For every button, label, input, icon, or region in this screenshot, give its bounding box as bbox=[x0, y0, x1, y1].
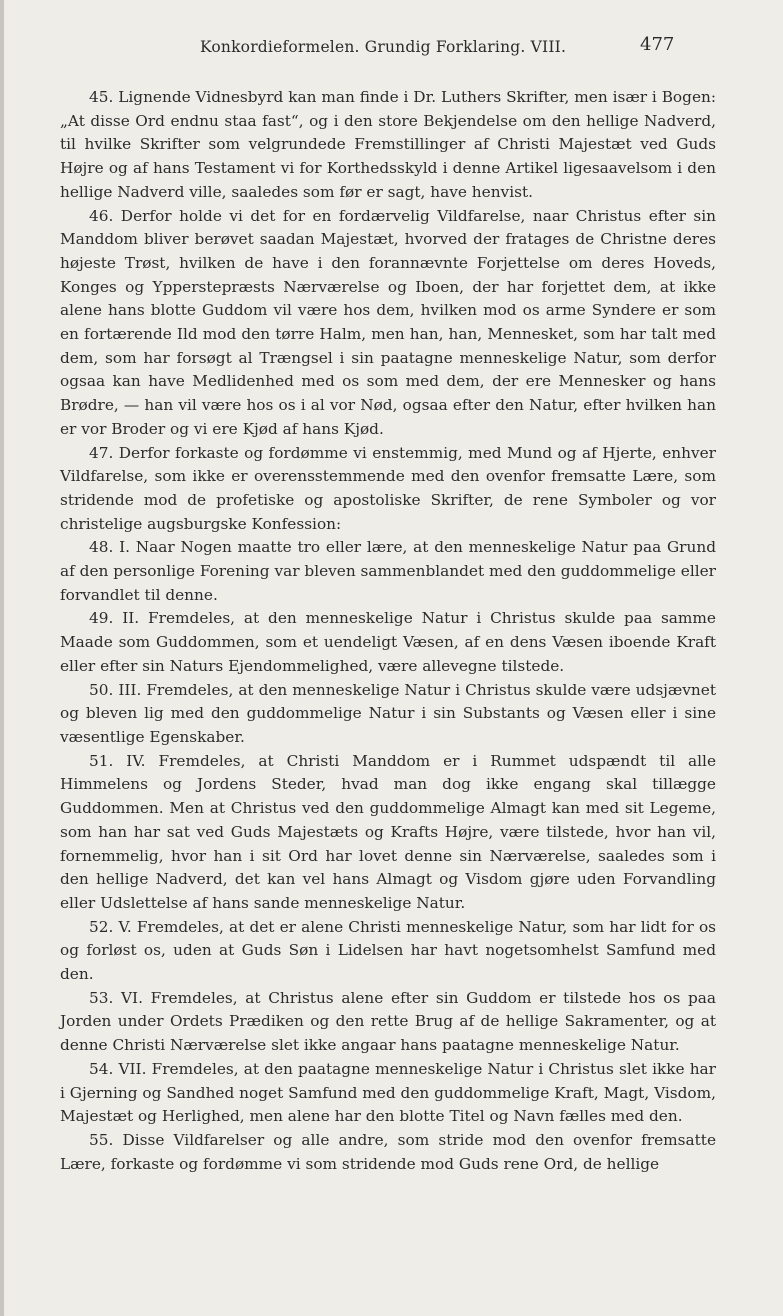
paragraph-54: 54. VII. Fremdeles, at den paatagne menneskelige Natur i Christus slet ikke har i Gjerning og Sandhed noget Samfund med den guddommelige Kraft, Magt, Visdom, Majestæt og Herlighed, men alene har den blotte Titel og Navn fælles med den. bbox=[60, 1059, 716, 1126]
paragraph-52: 52. V. Fremdeles, at det er alene Christi menneskelige Natur, som har lidt for os og forløst os, uden at Guds Søn i Lidelsen har havt nogetsomhelst Samfund med den. bbox=[60, 917, 716, 984]
paragraph-47: 47. Derfor forkaste og fordømme vi enstemmig, med Mund og af Hjerte, enhver Vildfarelse, som ikke er overensstemmende med den ovenfor fremsatte Lære, som stridende mod de profetiske og apostoliske Skrifter, de rene Symboler og vor christelige augsburgske Konfession: bbox=[60, 443, 716, 533]
paragraph-46: 46. Derfor holde vi det for en fordærvelig Vildfarelse, naar Christus efter sin Manddom bliver berøvet saadan Majestæt, hvorved der fratages de Christne deres højeste Trøst, hvilken de have i den forannævnte Forjettelse om deres Hoveds, Konges og Ypperstepræsts Nærværelse og Iboen, der har forjettet dem, at ikke alene hans blotte Guddom vil være hos dem, hvilken mod os arme Syndere er som en fortærende Ild mod den tørre Halm, men han, han, Mennesket, som har talt med dem, som har forsøgt al Trængsel i sin paatagne menneskelige Natur, som derfor ogsaa kan have Medlidenhed med os som med dem, der ere Mennesker og hans Brødre, — han vil være hos os i al vor Nød, ogsaa efter den Natur, efter hvilken han er vor Broder og vi ere Kjød af hans Kjød. bbox=[60, 206, 716, 438]
paragraph-53: 53. VI. Fremdeles, at Christus alene efter sin Guddom er tilstede hos os paa Jorden under Ordets Prædiken og den rette Brug af de hellige Sakramenter, og at denne Christi Nærværelse slet ikke angaar hans paatagne menneskelige Natur. bbox=[60, 988, 716, 1055]
paragraph-50: 50. III. Fremdeles, at den menneskelige Natur i Christus skulde være udsjævnet og bleven lig med den guddommelige Natur i sin Substants og Væsen eller i sine væsentlige Egenskaber. bbox=[60, 680, 716, 746]
paragraph-51: 51. IV. Fremdeles, at Christi Manddom er i Rummet udspændt til alle Himmelens og Jordens Steder, hvad man dog ikke engang skal tillægge Guddommen. Men at Christus ved den guddommelige Almagt kan med sit Legeme, som han har sat ved Guds Majestæts og Krafts Højre, være tilstede, hvor han vil, fornemmelig, hvor han i sit Ord har lovet denne sin Nærværelse, saaledes som i den hellige Nadverd, det kan vel hans Almagt og Visdom gjøre uden Forvandling eller Udslettelse af hans sande menneskelige Natur. bbox=[60, 751, 716, 912]
page-body bbox=[60, 86, 716, 1176]
paragraph-49: 49. II. Fremdeles, at den menneskelige Natur i Christus skulde paa samme Maade som Guddommen, som et uendeligt Væsen, af en dens Væsen iboende Kraft eller efter sin Naturs Ejendommelighed, være allevegne tilstede. bbox=[60, 609, 716, 675]
paragraph-48: 48. I. Naar Nogen maatte tro eller lære, at den menneskelige Natur paa Grund af den personlige Forening var bleven sammenblandet med den guddommelige eller forvandlet til denne. bbox=[60, 538, 716, 604]
paragraph-55: 55. Disse Vildfarelser og alle andre, som stride mod den ovenfor fremsatte Lære, forkaste og fordømme vi som stridende mod Guds rene Ord, de hellige bbox=[60, 1130, 716, 1173]
running-header: Konkordieformelen. Grundig Forklaring. VIII. bbox=[200, 38, 567, 56]
paragraph-45: 45. Lignende Vidnesbyrd kan man finde i Dr. Luthers Skrifter, men især i Bogen: „At disse Ord endnu staa fast“, og i den store Bekjendelse om den hellige Nadverd, til hvilke Skrifter som velgrundede Fremstillinger af Christi Majestæt ved Guds Højre og af hans Testament vi for Korthedsskyld i denne Artikel ligesaavelsom i den hellige Nadverd ville, saaledes som før er sagt, have henvist. bbox=[60, 88, 716, 201]
page-edge bbox=[0, 0, 4, 1316]
page-number: 477 bbox=[640, 34, 675, 55]
